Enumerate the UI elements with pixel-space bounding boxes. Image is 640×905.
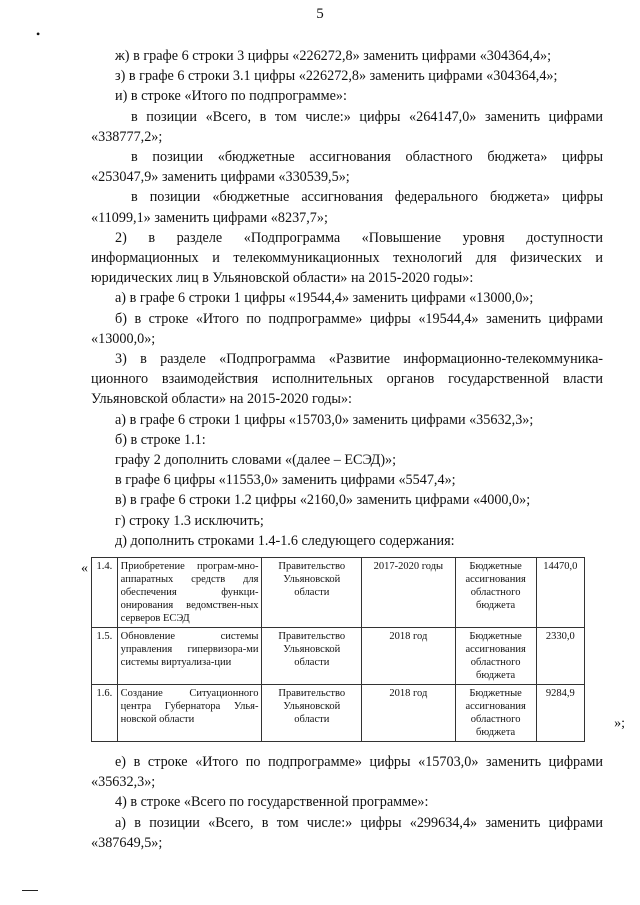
paragraph: б) в строке «Итого по подпрограмме» цифры «19544,4» заменить цифрами «13000,0»; [91, 310, 603, 347]
subprogram-table [91, 557, 585, 742]
inserted-rows-block [81, 557, 625, 742]
table-row [92, 685, 585, 742]
funding-source-cell: Бюджетные ассигнования областного бюджета [455, 558, 536, 628]
paragraph: а) в графе 6 строки 1 цифры «15703,0» заменить цифрами «35632,3»; [115, 411, 534, 428]
responsible-organization-cell: Правительство Ульяновской области [262, 628, 362, 685]
table-close-quote: »; [614, 715, 625, 731]
paragraph: б) в строке 1.1: [115, 431, 206, 448]
paragraph: г) строку 1.3 исключить; [115, 512, 264, 529]
table-open-quote: « [81, 561, 88, 577]
document-body [81, 46, 625, 853]
activity-name-cell: Приобретение програм-мно-аппаратных средств для обеспечения функци-онирования ведомствен-ных серверов ЕСЭД [117, 558, 262, 628]
funding-source-cell: Бюджетные ассигнования областного бюджета [455, 685, 536, 742]
paragraph: 3) в разделе «Подпрограмма «Развитие информационно-телекоммуника-ционного взаимодействия исполнительных органов государственной власти Ульяновской области» на 2015-2020 годы»: [91, 351, 603, 408]
activity-name-cell: Создание Ситуационного центра Губернатора Улья-новской области [117, 685, 262, 742]
paragraphs-after [91, 752, 603, 853]
paragraph: е) в строке «Итого по подпрограмме» цифры «15703,0» заменить цифрами «35632,3»; [91, 754, 603, 791]
paragraphs-before [91, 46, 603, 551]
paragraph: 2) в разделе «Подпрограмма «Повышение уровня доступности информационных и телекоммуникационных технологий для физических и юридических лиц в Ульяновской области» на 2015-2020 годы»: [91, 229, 603, 287]
row-number-cell: 1.6. [92, 685, 118, 742]
paragraph: а) в позиции «Всего, в том числе:» цифры «299634,4» заменить цифрами «387649,5»; [91, 814, 603, 851]
table-row [92, 558, 585, 628]
implementation-period-cell: 2017-2020 годы [362, 558, 455, 628]
paragraph: а) в графе 6 строки 1 цифры «19544,4» заменить цифрами «13000,0»; [115, 290, 534, 307]
table-row [92, 628, 585, 685]
paragraph: 4) в строке «Всего по государственной программе»: [115, 794, 429, 811]
funding-source-cell: Бюджетные ассигнования областного бюджета [455, 628, 536, 685]
funding-amount-cell: 2330,0 [536, 628, 584, 685]
paragraph: в позиции «Всего, в том числе:» цифры «264147,0» заменить цифрами «338777,2»; [91, 108, 603, 145]
paragraph: и) в строке «Итого по подпрограмме»: [115, 88, 347, 105]
responsible-organization-cell: Правительство Ульяновской области [262, 558, 362, 628]
paragraph: в позиции «бюджетные ассигнования федерального бюджета» цифры «11099,1» заменить цифрами «8237,7»; [91, 189, 603, 226]
paragraph: в графе 6 цифры «11553,0» заменить цифрами «5547,4»; [115, 472, 456, 489]
activity-name-cell: Обновление системы управления гипервизора-ми системы виртуализа-ции [117, 628, 262, 685]
implementation-period-cell: 2018 год [362, 685, 455, 742]
paragraph: графу 2 дополнить словами «(далее – ЕСЭД)»; [115, 452, 397, 469]
page-number: 5 [316, 6, 324, 22]
row-number-cell: 1.5. [92, 628, 118, 685]
paragraph: в позиции «бюджетные ассигнования областного бюджета» цифры «253047,9» заменить цифрами «330539,5»; [91, 149, 603, 186]
funding-amount-cell: 14470,0 [536, 558, 584, 628]
paragraph: д) дополнить строками 1.4-1.6 следующего содержания: [115, 532, 455, 549]
responsible-organization-cell: Правительство Ульяновской области [262, 685, 362, 742]
paragraph: ж) в графе 6 строки 3 цифры «226272,8» заменить цифрами «304364,4»; [115, 48, 552, 64]
paragraph: в) в графе 6 строки 1.2 цифры «2160,0» заменить цифрами «4000,0»; [115, 492, 531, 509]
margin-mark: • [36, 27, 41, 41]
row-number-cell: 1.4. [92, 558, 118, 628]
paragraph: з) в графе 6 строки 3.1 цифры «226272,8» заменить цифрами «304364,4»; [115, 68, 558, 85]
footer-rule [22, 890, 38, 891]
implementation-period-cell: 2018 год [362, 628, 455, 685]
funding-amount-cell: 9284,9 [536, 685, 584, 742]
